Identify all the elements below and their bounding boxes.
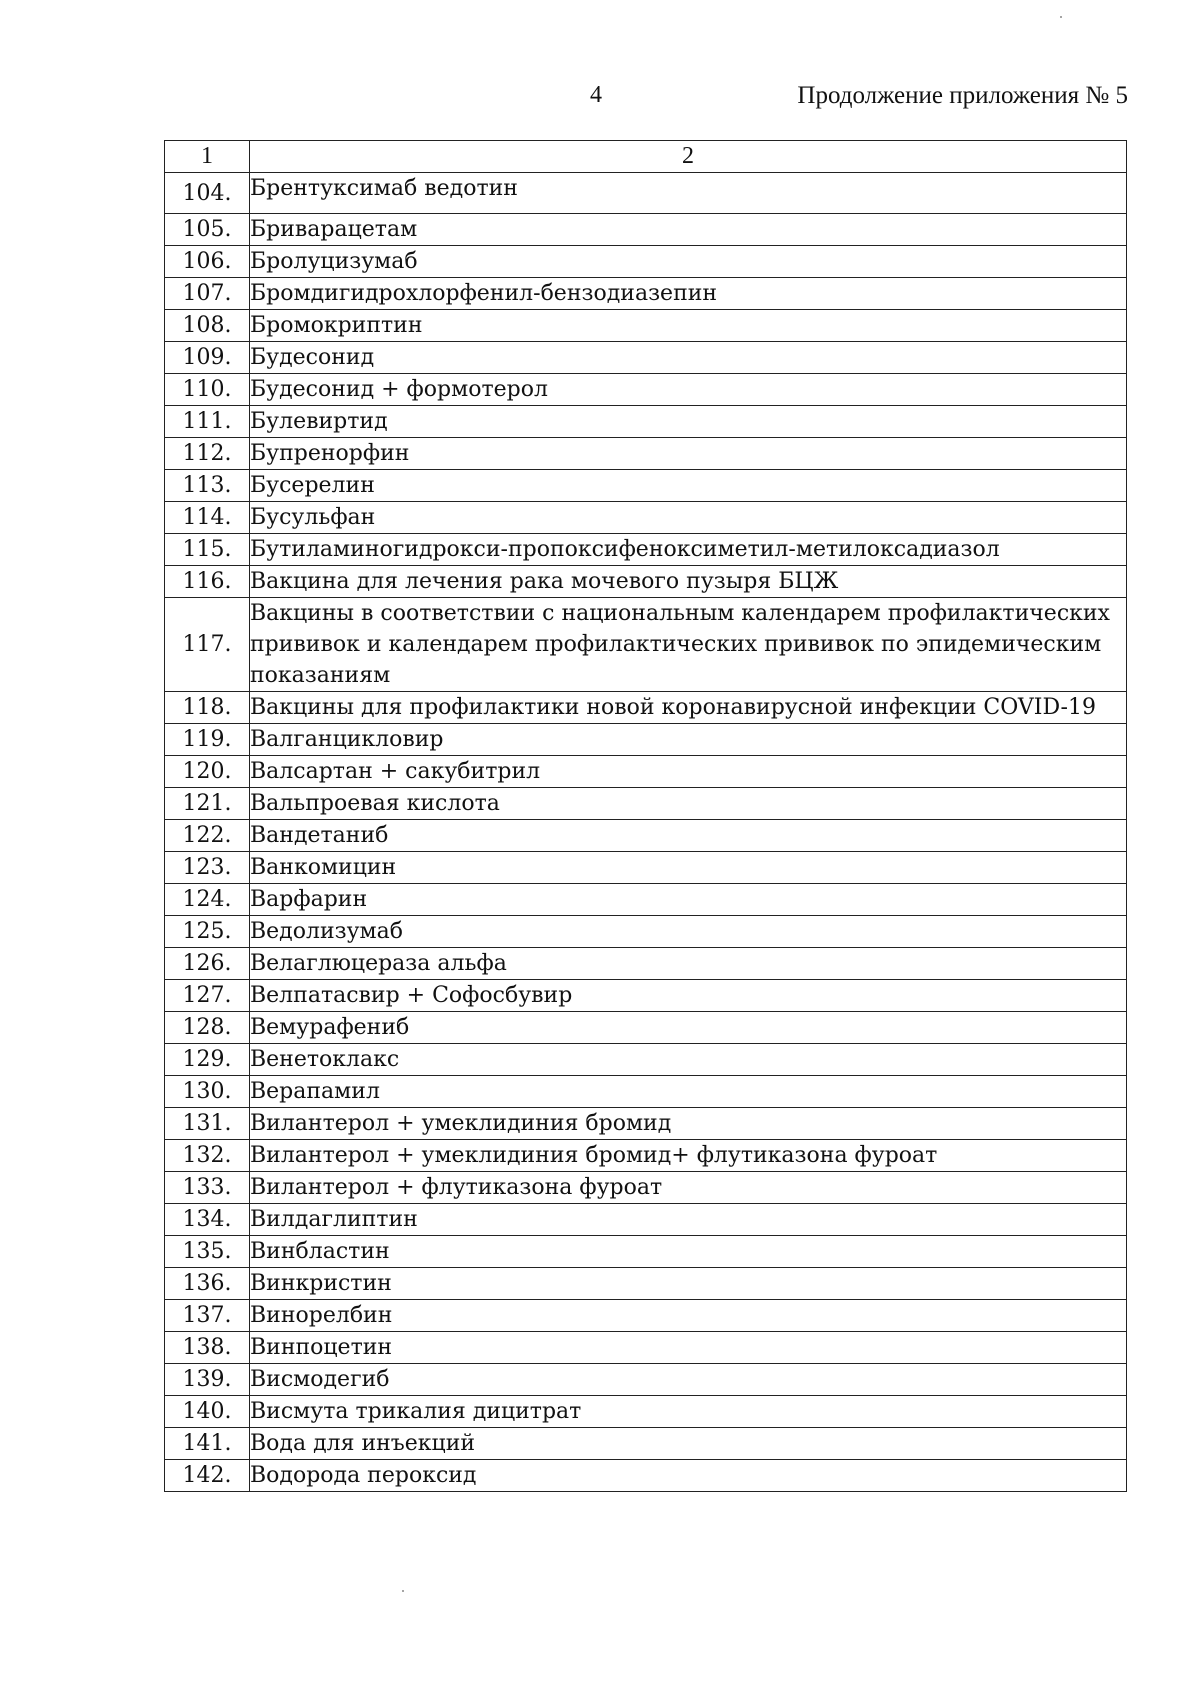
table-row (165, 1396, 1127, 1428)
row-number: 138. (165, 1332, 250, 1364)
row-number: 105. (165, 214, 250, 246)
table-row (165, 310, 1127, 342)
row-number: 110. (165, 374, 250, 406)
drug-name: Будесонид (250, 342, 1127, 374)
drug-name: Велаглюцераза альфа (250, 948, 1127, 980)
drug-name: Варфарин (250, 884, 1127, 916)
table-row (165, 948, 1127, 980)
table-body (165, 173, 1127, 1492)
drug-name: Вилантерол + умеклидиния бромид (250, 1108, 1127, 1140)
medication-table (164, 140, 1127, 1492)
drug-name: Ведолизумаб (250, 916, 1127, 948)
table-row (165, 534, 1127, 566)
drug-name: Вакцина для лечения рака мочевого пузыря БЦЖ (250, 566, 1127, 598)
table-row (165, 342, 1127, 374)
row-number: 113. (165, 470, 250, 502)
table-header (165, 141, 1127, 173)
row-number: 129. (165, 1044, 250, 1076)
table-row (165, 1204, 1127, 1236)
table-row (165, 1108, 1127, 1140)
table-row (165, 1300, 1127, 1332)
appendix-continuation-title: Продолжение приложения № 5 (797, 82, 1128, 109)
row-number: 116. (165, 566, 250, 598)
table-row (165, 502, 1127, 534)
row-number: 133. (165, 1172, 250, 1204)
table-row (165, 1140, 1127, 1172)
table-row (165, 1236, 1127, 1268)
drug-name: Ванкомицин (250, 852, 1127, 884)
drug-name: Велпатасвир + Софосбувир (250, 980, 1127, 1012)
row-number: 112. (165, 438, 250, 470)
drug-name: Винбластин (250, 1236, 1127, 1268)
drug-name: Бриварацетам (250, 214, 1127, 246)
table-row (165, 1172, 1127, 1204)
row-number: 132. (165, 1140, 250, 1172)
drug-name: Брентуксимаб ведотин (250, 173, 1127, 214)
table-row (165, 374, 1127, 406)
drug-name: Вода для инъекций (250, 1428, 1127, 1460)
table-row (165, 438, 1127, 470)
row-number: 118. (165, 692, 250, 724)
header-row (165, 141, 1127, 173)
row-number: 121. (165, 788, 250, 820)
row-number: 120. (165, 756, 250, 788)
column-header-number: 1 (165, 141, 250, 173)
table-row (165, 820, 1127, 852)
drug-name: Вандетаниб (250, 820, 1127, 852)
table-row (165, 980, 1127, 1012)
drug-name: Винорелбин (250, 1300, 1127, 1332)
drug-name: Бупренорфин (250, 438, 1127, 470)
row-number: 130. (165, 1076, 250, 1108)
table-row (165, 566, 1127, 598)
row-number: 109. (165, 342, 250, 374)
drug-name: Висмодегиб (250, 1364, 1127, 1396)
scan-speck (1060, 16, 1062, 18)
row-number: 141. (165, 1428, 250, 1460)
row-number: 123. (165, 852, 250, 884)
drug-name: Валганцикловир (250, 724, 1127, 756)
row-number: 107. (165, 278, 250, 310)
table-row (165, 406, 1127, 438)
row-number: 128. (165, 1012, 250, 1044)
drug-name: Бролуцизумаб (250, 246, 1127, 278)
row-number: 104. (165, 173, 250, 214)
drug-name: Вакцины в соответствии с национальным календарем профилактических прививок и календарем профилактических прививок по эпидемическим показаниям (250, 598, 1127, 692)
row-number: 135. (165, 1236, 250, 1268)
drug-name: Вальпроевая кислота (250, 788, 1127, 820)
table-row (165, 173, 1127, 214)
drug-name: Бусульфан (250, 502, 1127, 534)
row-number: 124. (165, 884, 250, 916)
drug-name: Булевиртид (250, 406, 1127, 438)
row-number: 111. (165, 406, 250, 438)
drug-name: Вилантерол + умеклидиния бромид+ флутиказона фуроат (250, 1140, 1127, 1172)
drug-name: Бусерелин (250, 470, 1127, 502)
drug-name: Висмута трикалия дицитрат (250, 1396, 1127, 1428)
row-number: 140. (165, 1396, 250, 1428)
table-row (165, 278, 1127, 310)
table-row (165, 1076, 1127, 1108)
row-number: 139. (165, 1364, 250, 1396)
page-number: 4 (590, 82, 602, 108)
table-row (165, 884, 1127, 916)
table-row (165, 1428, 1127, 1460)
row-number: 115. (165, 534, 250, 566)
table-row (165, 1012, 1127, 1044)
drug-name: Винпоцетин (250, 1332, 1127, 1364)
table-row (165, 1268, 1127, 1300)
drug-name: Валсартан + сакубитрил (250, 756, 1127, 788)
drug-name: Винкристин (250, 1268, 1127, 1300)
row-number: 137. (165, 1300, 250, 1332)
row-number: 117. (165, 598, 250, 692)
table-row (165, 692, 1127, 724)
table-row (165, 470, 1127, 502)
table-row (165, 1044, 1127, 1076)
table-row (165, 916, 1127, 948)
table-row (165, 1460, 1127, 1492)
table-row (165, 246, 1127, 278)
table-row (165, 1332, 1127, 1364)
scan-speck (402, 1590, 404, 1592)
drug-name: Венетоклакс (250, 1044, 1127, 1076)
row-number: 134. (165, 1204, 250, 1236)
row-number: 119. (165, 724, 250, 756)
drug-name: Вилантерол + флутиказона фуроат (250, 1172, 1127, 1204)
row-number: 122. (165, 820, 250, 852)
row-number: 136. (165, 1268, 250, 1300)
row-number: 127. (165, 980, 250, 1012)
drug-name: Бромокриптин (250, 310, 1127, 342)
table-row (165, 724, 1127, 756)
row-number: 142. (165, 1460, 250, 1492)
drug-name: Водорода пероксид (250, 1460, 1127, 1492)
row-number: 106. (165, 246, 250, 278)
row-number: 131. (165, 1108, 250, 1140)
table-row (165, 214, 1127, 246)
table-row (165, 852, 1127, 884)
table-row (165, 598, 1127, 692)
drug-name: Верапамил (250, 1076, 1127, 1108)
drug-name: Будесонид + формотерол (250, 374, 1127, 406)
column-header-name: 2 (250, 141, 1127, 173)
table-row (165, 1364, 1127, 1396)
row-number: 126. (165, 948, 250, 980)
drug-name: Бромдигидрохлорфенил-бензодиазепин (250, 278, 1127, 310)
drug-name: Вемурафениб (250, 1012, 1127, 1044)
drug-name: Вилдаглиптин (250, 1204, 1127, 1236)
drug-name: Вакцины для профилактики новой коронавирусной инфекции COVID-19 (250, 692, 1127, 724)
drug-name: Бутиламиногидрокси-пропоксифеноксиметил-метилоксадиазол (250, 534, 1127, 566)
row-number: 108. (165, 310, 250, 342)
table-row (165, 788, 1127, 820)
row-number: 114. (165, 502, 250, 534)
row-number: 125. (165, 916, 250, 948)
table-row (165, 756, 1127, 788)
